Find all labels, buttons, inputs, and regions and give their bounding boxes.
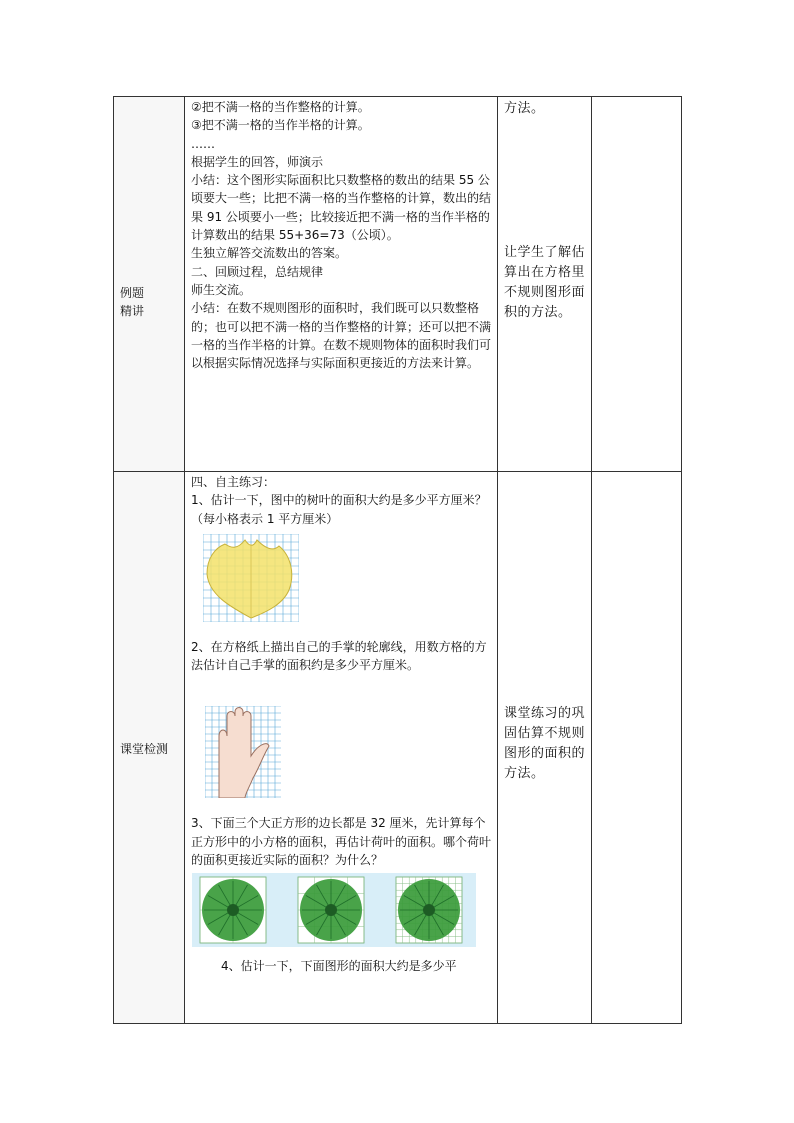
text-line: 根据学生的回答，师演示 [191, 154, 324, 169]
question-1: 1、估计一下，图中的树叶的面积大约是多少平方厘米？（每小格表示 1 平方厘米） [191, 493, 487, 526]
label-cell-test [114, 472, 185, 1024]
question-3: 3、下面三个大正方形的边长都是 32 厘米，先计算每个正方形中的小方格的面积，再估计荷叶的面积。哪个荷叶的面积更接近实际的面积？为什么？ [191, 816, 492, 868]
lotus-leaves-figure [192, 873, 476, 947]
label-class-test: 课堂检测 [120, 742, 169, 756]
note-cell-test [498, 472, 592, 1024]
extra-cell [592, 472, 682, 1024]
extra-cell [592, 97, 682, 472]
text-line: 师生交流。 [191, 282, 252, 297]
label-cell-example [114, 97, 185, 472]
summary-paragraph: 小结：在数不规则图形的面积时，我们既可以只数整格的；也可以把不满一格的当作整格的计算；还可以把不满一格的当作半格的计算。在数不规则物体的面积时我们可以根据实际情况选择与实际面积更接近的方法来计算。 [191, 301, 492, 371]
row-class-test [114, 472, 682, 1024]
lesson-table [113, 96, 682, 1024]
text-line: 生独立解答交流数出的答案。 [191, 246, 348, 261]
question-2: 2、在方格纸上描出自己的手掌的轮廓线，用数方格的方法估计自己手掌的面积约是多少平方厘米。 [191, 639, 487, 673]
row-example-explanation [114, 97, 682, 472]
leaf-grid-figure [203, 534, 299, 622]
text-line: 二、回顾过程，总结规律 [191, 264, 324, 279]
section-heading: 四、自主练习： [191, 475, 276, 489]
note-practice: 课堂练习的巩固估算不规则图形的面积的方法。 [504, 706, 586, 781]
note-purpose: 让学生了解估算出在方格里不规则图形面积的方法。 [504, 245, 586, 320]
question-4: 4、估计一下，下面图形的面积大约是多少平 [221, 959, 457, 974]
label-example-line1: 例题 [120, 286, 145, 300]
content-cell-example [185, 97, 498, 472]
hand-shape [219, 708, 269, 799]
lotus-leaf-1 [200, 877, 266, 943]
hand-grid-figure [205, 706, 281, 798]
lotus-leaf-3 [396, 877, 462, 943]
text-line: ②把不满一格的当作整格的计算。 [191, 100, 370, 114]
label-example-line2: 精讲 [120, 304, 145, 318]
text-line: …… [191, 136, 215, 151]
text-line: ③把不满一格的当作半格的计算。 [191, 118, 370, 133]
note-cell-example [498, 97, 592, 472]
content-cell-test [185, 472, 498, 1024]
lotus-leaf-2 [298, 877, 364, 943]
note-method: 方法。 [504, 101, 545, 116]
summary-paragraph: 小结：这个图形实际面积比只数整格的数出的结果 55 公顷要大一些；比把不满一格的当作整格的计算，数出的结果 91 公顷要小一些；比较接近把不满一格的当作半格的计算数出的结果 55+36=73（公顷）。 [191, 173, 492, 243]
